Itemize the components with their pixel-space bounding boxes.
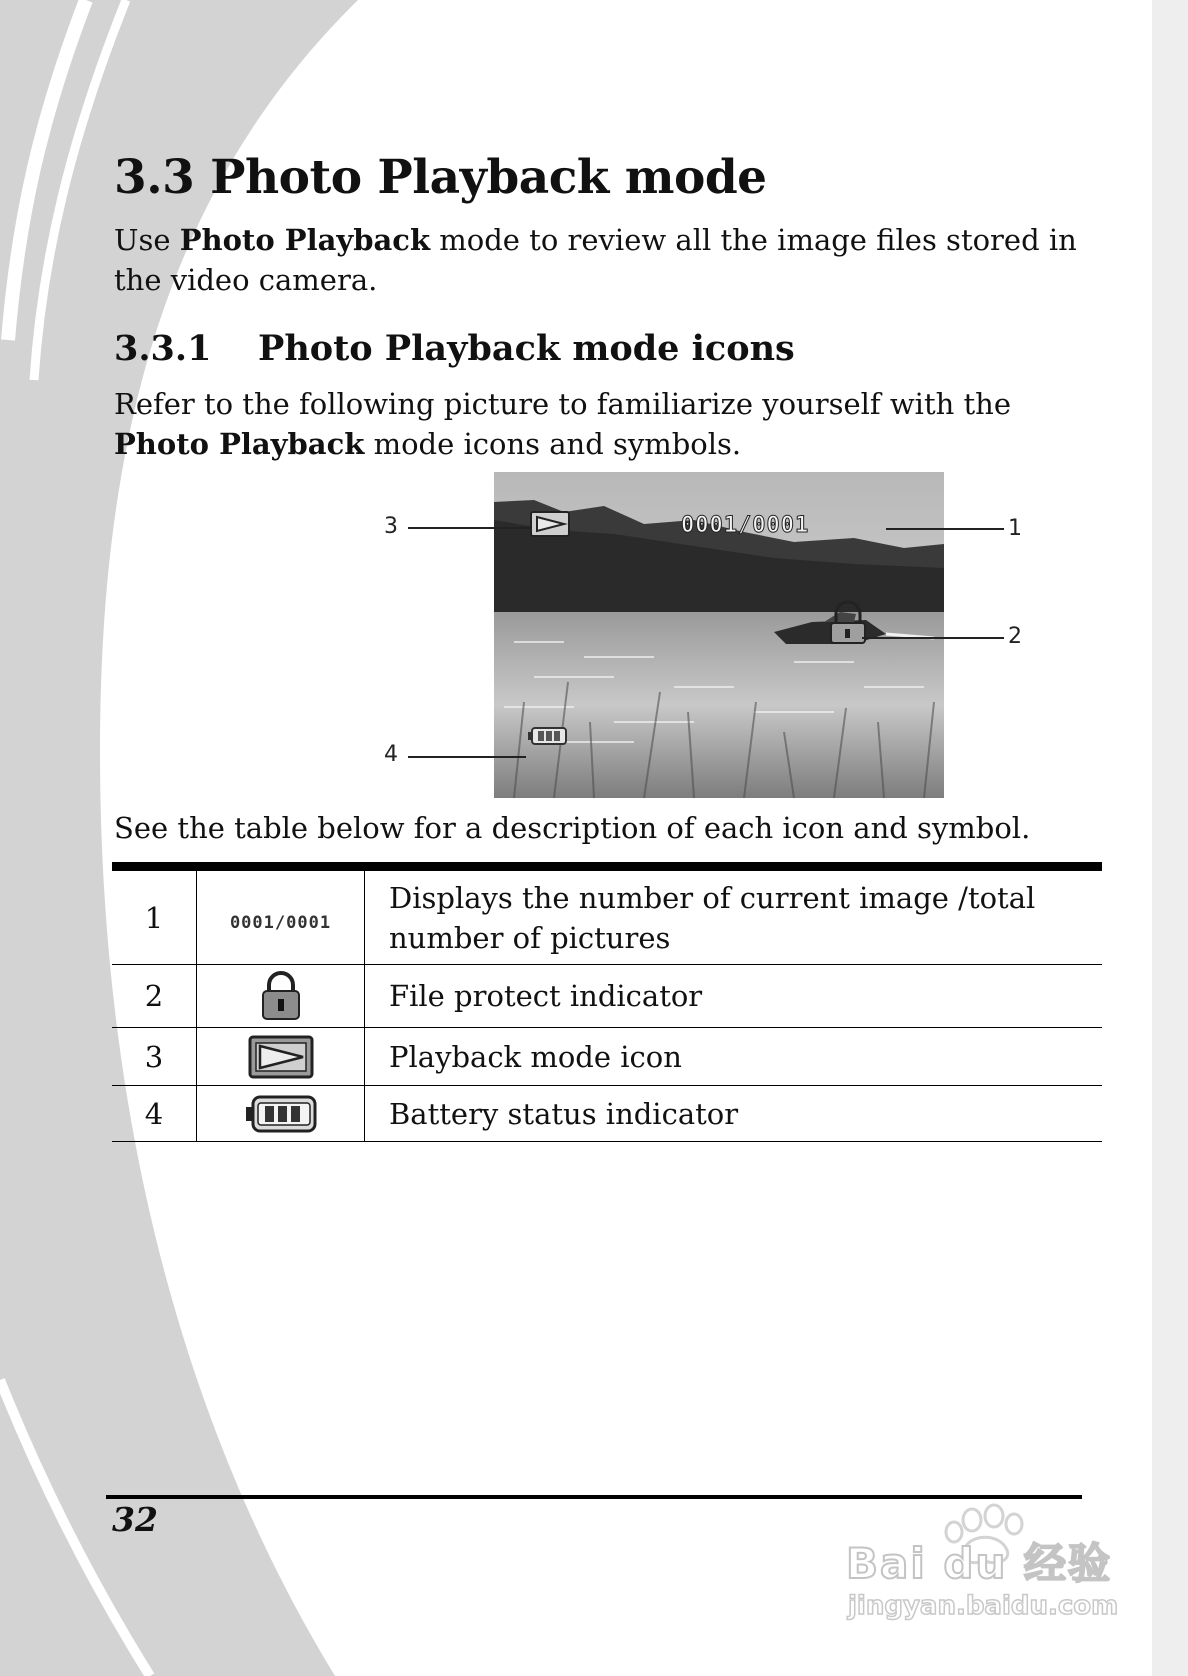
row-number: 4 — [112, 1086, 197, 1142]
table-intro-paragraph: See the table below for a description of each icon and symbol. — [114, 811, 1031, 845]
battery-icon — [245, 1094, 317, 1134]
row-number: 3 — [112, 1028, 197, 1086]
row-number: 2 — [112, 965, 197, 1028]
page-edge-shade — [1152, 0, 1188, 1676]
battery-icon — [528, 728, 566, 744]
subsection-number: 3.3.1 — [114, 328, 212, 369]
row-description: Displays the number of current image /total number of pictures — [365, 867, 1103, 965]
callout-number-4: 4 — [384, 742, 398, 767]
row-description: Battery status indicator — [365, 1086, 1103, 1142]
counter-icon: 0001/0001 — [229, 912, 332, 933]
table-row — [112, 1028, 1102, 1086]
callout-leader-1 — [886, 528, 1004, 530]
image-counter-readout: 0001/0001 — [681, 513, 810, 538]
callout-leader-2 — [862, 637, 1004, 639]
mode-name-bold: Photo Playback — [114, 427, 365, 461]
callout-number-2: 2 — [1008, 624, 1022, 649]
subsection-heading — [114, 328, 795, 369]
table-row — [112, 965, 1102, 1028]
playback-screen-figure — [384, 472, 1044, 808]
mode-name-bold: Photo Playback — [179, 223, 431, 257]
row-number: 1 — [112, 867, 197, 965]
playback-mode-icon — [531, 512, 569, 536]
playback-mode-icon — [248, 1035, 314, 1079]
icon-legend-table — [112, 862, 1102, 1142]
lock-icon — [259, 971, 303, 1021]
subsection-title: Photo Playback mode icons — [258, 328, 795, 369]
callout-leader-3 — [408, 527, 530, 529]
table-row — [112, 1086, 1102, 1142]
page-title: 3.3 Photo Playback mode — [114, 150, 767, 205]
footer-rule — [106, 1495, 1082, 1499]
callout-leader-4 — [408, 756, 526, 758]
page-number: 32 — [112, 1500, 158, 1539]
boat-lake-photo — [494, 472, 944, 798]
callout-number-1: 1 — [1008, 516, 1022, 541]
watermark-logo-text: Bai du 经验 — [846, 1539, 1112, 1588]
callout-number-3: 3 — [384, 514, 398, 539]
table-row — [112, 867, 1102, 965]
intro-paragraph: Use Photo Playback mode to review all the image files stored in the video camera. — [114, 223, 1077, 297]
baidu-watermark — [842, 1502, 1122, 1622]
row-description: File protect indicator — [365, 965, 1103, 1028]
figure-intro-paragraph: Refer to the following picture to familiarize yourself with the Photo Playback mode icons and symbols. — [114, 387, 1011, 461]
watermark-url: jingyan.baidu.com — [848, 1591, 1119, 1621]
row-description: Playback mode icon — [365, 1028, 1103, 1086]
